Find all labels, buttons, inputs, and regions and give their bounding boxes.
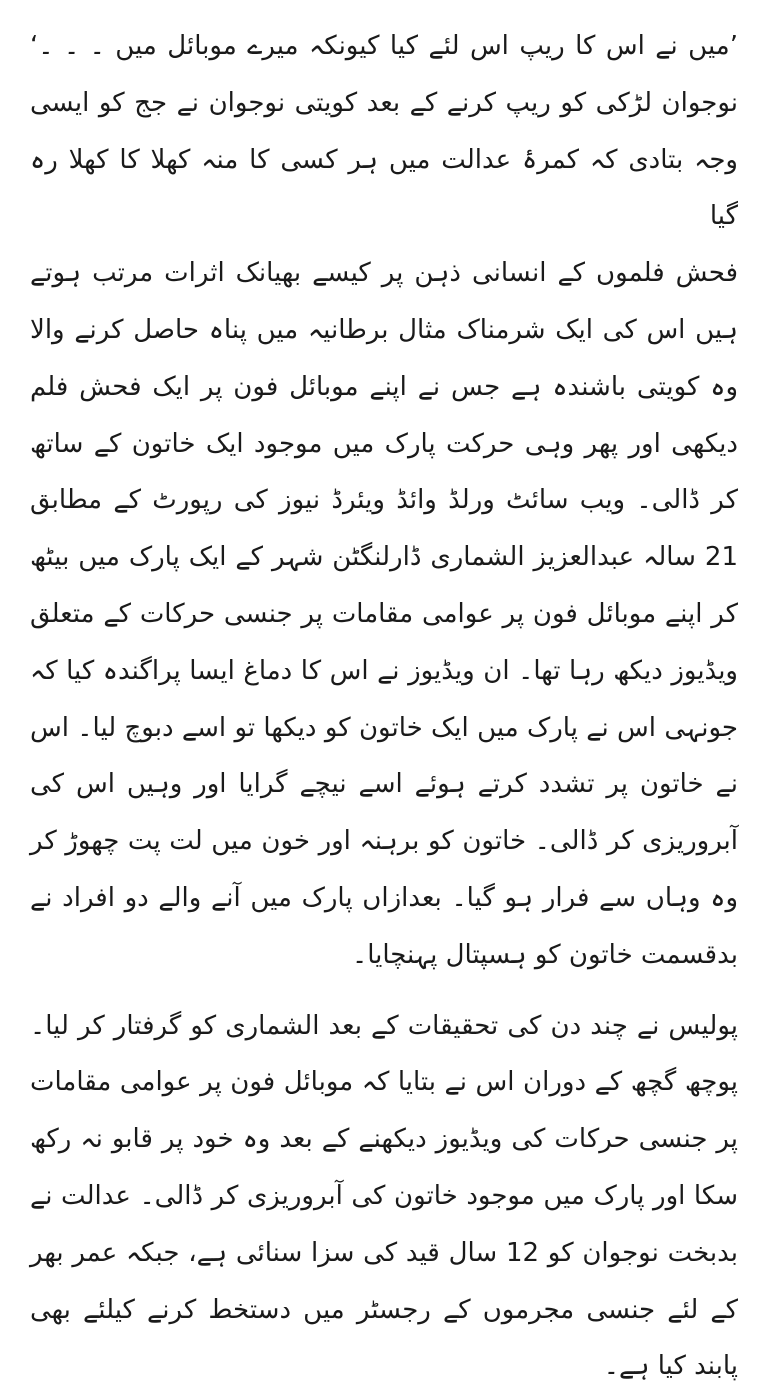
article-body	[30, 18, 738, 1395]
article-paragraph-verdict: پولیس نے چند دن کی تحقیقات کے بعد الشماری کو گرفتار کر لیا۔ پوچھ گچھ کے دوران اس نے بتایا کہ موبائل فون پر عوامی مقامات پر جنسی حرکات کی ویڈیوز دیکھنے کے بعد وہ خود پر قابو نہ رکھ سکا اور پارک میں موجود خاتون کی آبروریزی کر ڈالی۔ عدالت نے بدبخت نوجوان کو 12 سال قید کی سزا سنائی ہے، جبکہ عمر بھر کے لئے جنسی مجرموں کے رجسٹر میں دستخط کرنے کیلئے بھی پابند کیا ہے۔	[30, 1010, 739, 1382]
article-paragraph-incident: فحش فلموں کے انسانی ذہن پر کیسے بھیانک اثرات مرتب ہوتے ہیں اس کی ایک شرمناک مثال برطانیہ میں پناہ حاصل کرنے والا وہ کویتی باشندہ ہے جس نے اپنے موبائل فون پر ایک فحش فلم دیکھی اور پھر وہی حرکت پارک میں موجود ایک خاتون کے ساتھ کر ڈالی۔ ویب سائٹ ورلڈ وائڈ ویئرڈ نیوز کی رپورٹ کے مطابق 21 سالہ عبدالعزیز الشماری ڈارلنگٹن شہر کے ایک پارک میں بیٹھ کر اپنے موبائل فون پر عوامی مقامات پر جنسی حرکات کے متعلق ویڈیوز دیکھ رہا تھا۔ ان ویڈیوز نے اس کا دماغ ایسا پراگندہ کیا کہ جونہی اس نے پارک میں ایک خاتون کو دیکھا تو اسے دبوچ لیا۔ اس نے خاتون پر تشدد کرتے ہوئے اسے نیچے گرایا اور وہیں اس کی آبروریزی کر ڈالی۔ خاتون کو برہنہ اور خون میں لت پت چھوڑ کر وہ وہاں سے فرار ہو گیا۔ بعدازاں پارک میں آنے والے دو افراد نے بدقسمت خاتون کو ہسپتال پہنچایا۔	[30, 258, 738, 970]
article-headline-paragraph: ’میں نے اس کا ریپ اس لئے کیا کیونکہ میرے موبائل میں ۔ ۔ ۔‘ نوجوان لڑکی کو ریپ کرنے کے بعد کویتی نوجوان نے جج کو ایسی وجہ بتادی کہ کمرۂ عدالت میں ہر کسی کا منہ کھلا کا کھلا رہ گیا	[30, 31, 738, 232]
